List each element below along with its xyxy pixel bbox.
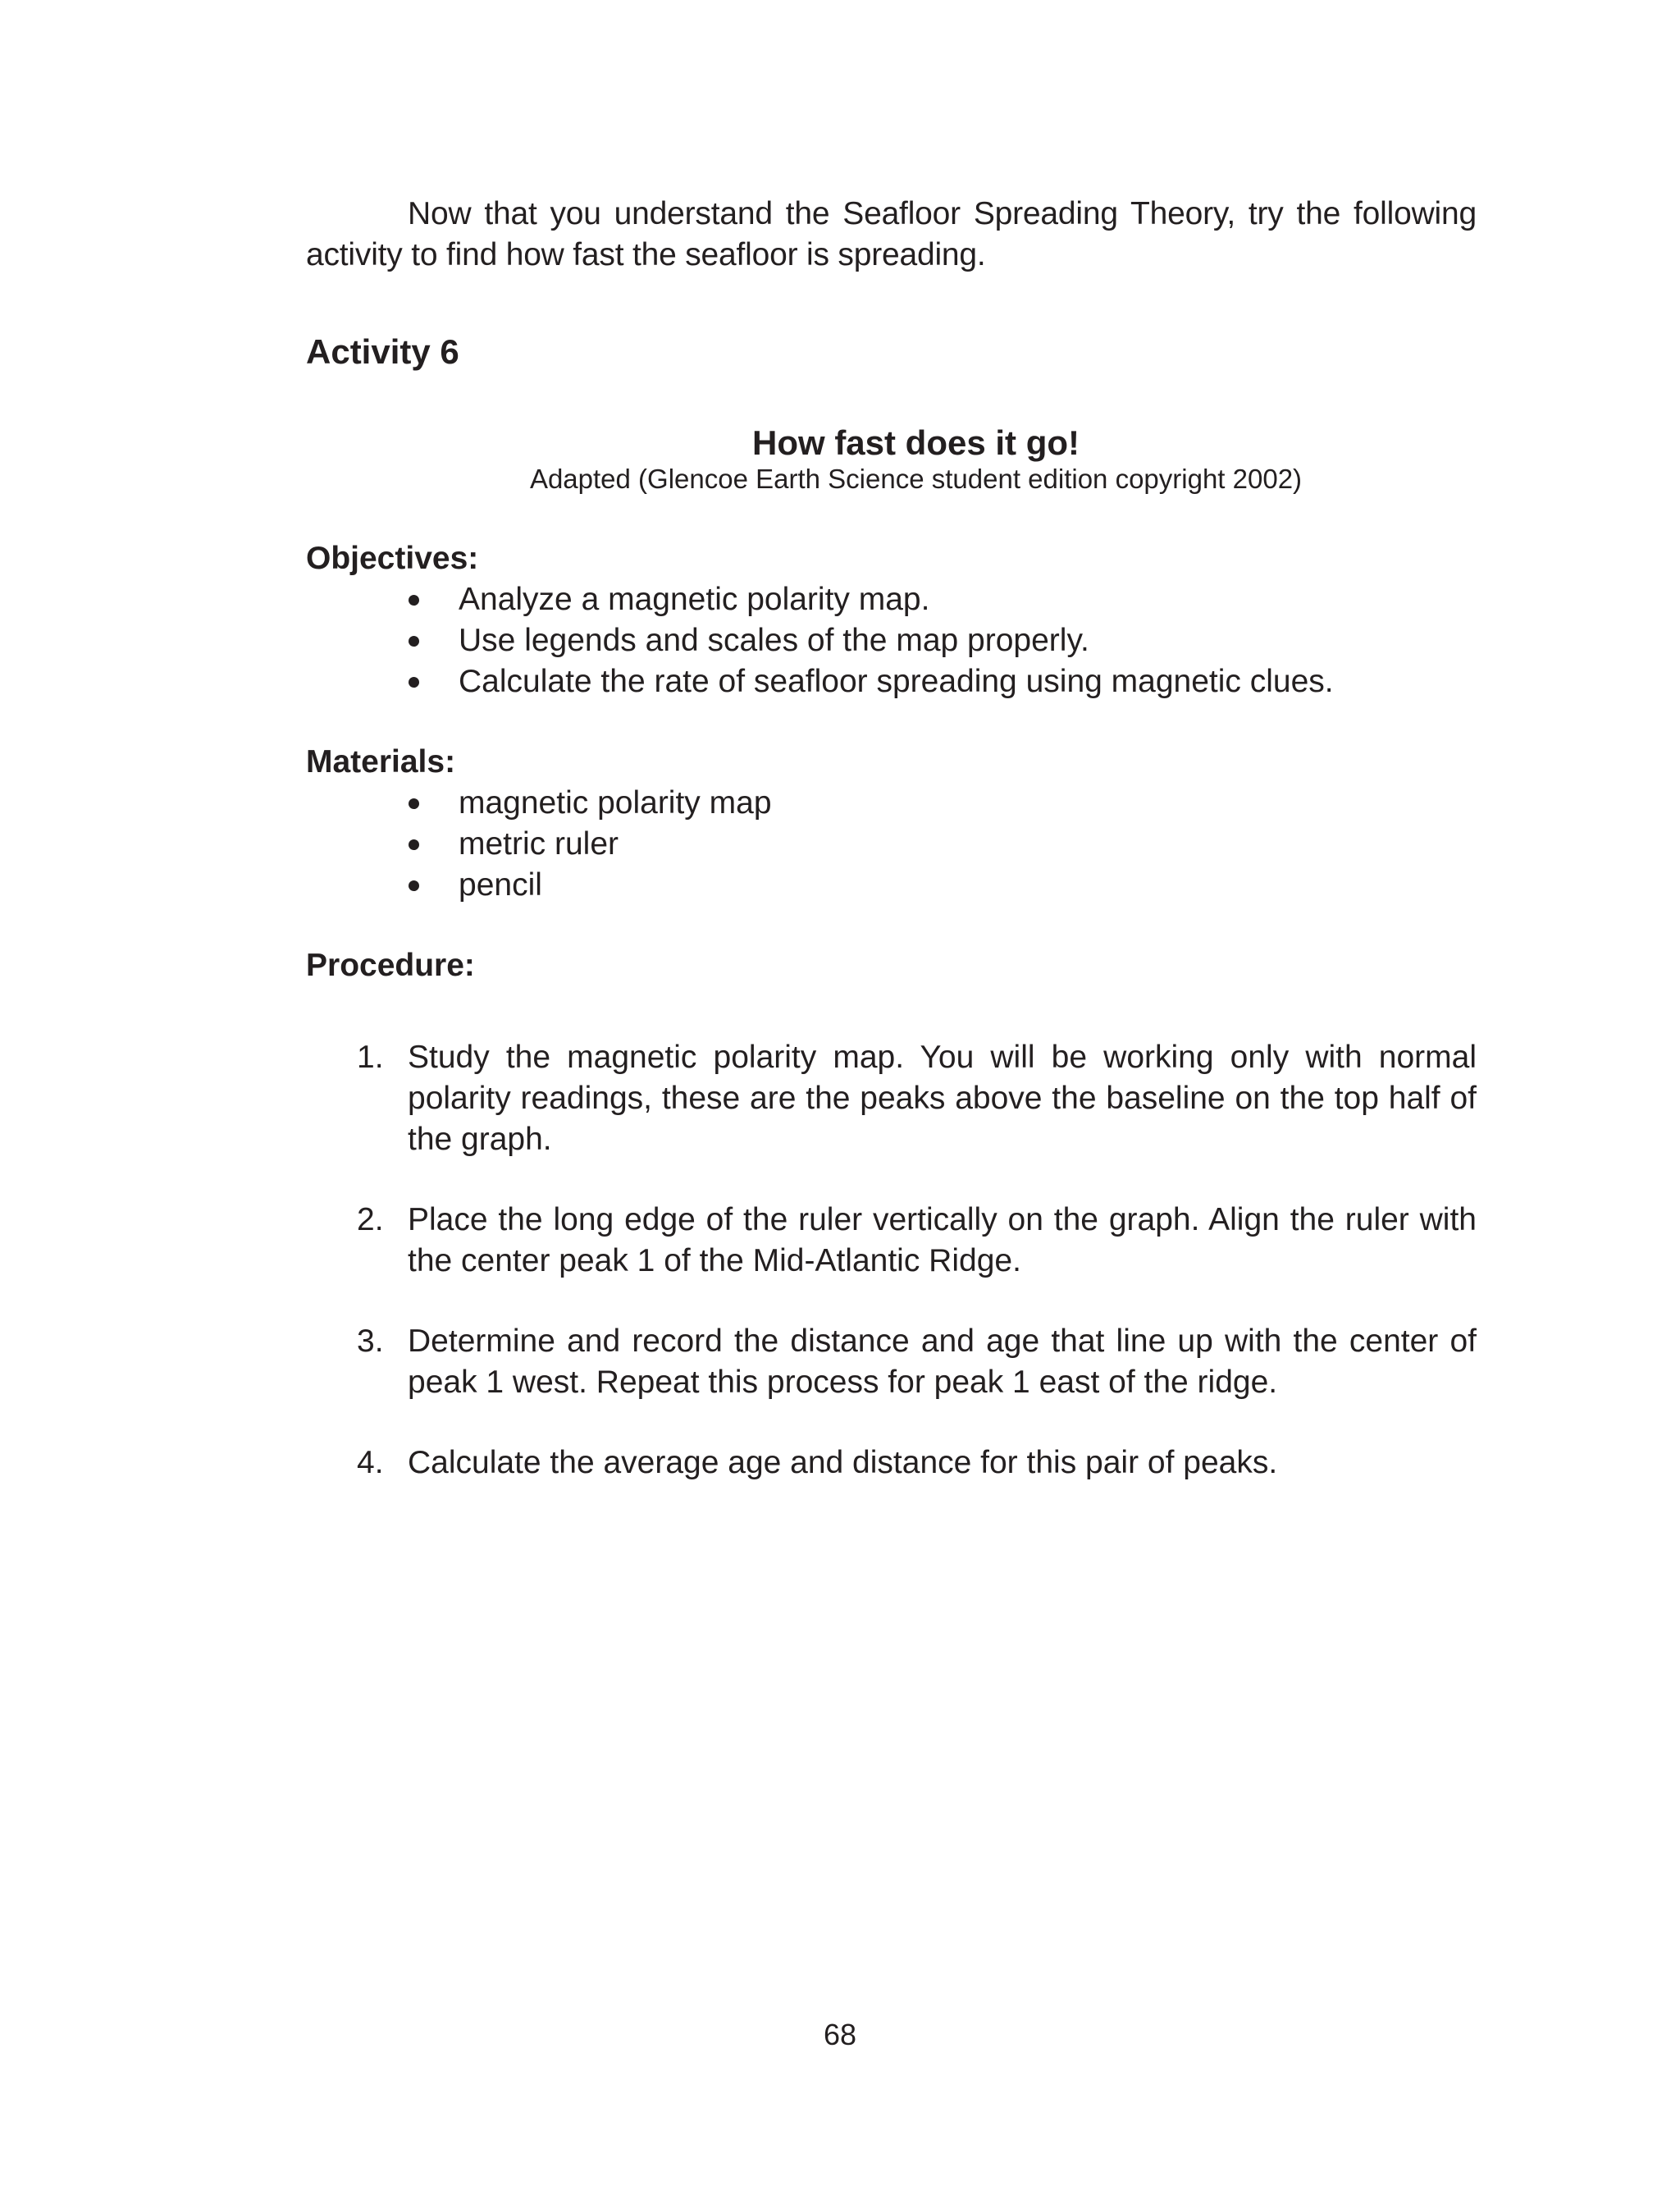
material-text: magnetic polarity map [459, 785, 772, 821]
bullet-icon [409, 636, 419, 647]
step-number: 1. [357, 1040, 384, 1075]
procedure-section [306, 945, 1477, 1484]
bullet-icon [409, 677, 419, 688]
step-text: Place the long edge of the ruler vertically on the graph. Align the ruler with the center peak 1 of the Mid-Atlantic Ridge. [408, 1202, 1477, 1278]
intro-paragraph: Now that you understand the Seafloor Spreading Theory, try the following activity to find how fast the seafloor is spreading. [306, 196, 1477, 272]
material-text: pencil [459, 867, 542, 903]
step-text: Study the magnetic polarity map. You will be working only with normal polarity readings, these are the peaks above the baseline on the top half of the graph. [408, 1040, 1477, 1157]
bullet-icon [409, 880, 419, 891]
list-item [306, 661, 1477, 702]
activity-subtitle: Adapted (Glencoe Earth Science student edition copyright 2002) [529, 464, 1303, 494]
procedure-step [306, 1037, 1477, 1160]
step-text: Determine and record the distance and age that line up with the center of peak 1 west. Repeat this process for peak 1 east of the ridge. [408, 1324, 1477, 1400]
step-text: Calculate the average age and distance for this pair of peaks. [408, 1445, 1278, 1480]
procedure-heading: Procedure: [306, 948, 475, 983]
materials-heading: Materials: [306, 744, 456, 780]
objectives-list [306, 579, 1477, 702]
list-item [306, 783, 1477, 824]
bullet-icon [409, 595, 419, 606]
step-number: 4. [357, 1445, 384, 1480]
list-item [306, 865, 1477, 906]
activity-heading: Activity 6 [306, 332, 459, 371]
step-number: 2. [357, 1202, 384, 1237]
material-text: metric ruler [459, 826, 619, 862]
activity-title: How fast does it go! [752, 423, 1080, 462]
objective-text: Calculate the rate of seafloor spreading using magnetic clues. [459, 664, 1334, 699]
title-block [306, 423, 1477, 496]
materials-list [306, 783, 1477, 906]
step-number: 3. [357, 1324, 384, 1359]
bullet-icon [409, 798, 419, 809]
procedure-step [306, 1200, 1477, 1282]
objective-text: Use legends and scales of the map properly. [459, 623, 1089, 658]
procedure-step [306, 1442, 1477, 1484]
list-item [306, 620, 1477, 661]
objectives-heading: Objectives: [306, 541, 479, 576]
procedure-step [306, 1321, 1477, 1403]
objective-text: Analyze a magnetic polarity map. [459, 582, 930, 617]
page-content [306, 194, 1477, 1523]
objectives-section [306, 538, 1477, 702]
list-item [306, 824, 1477, 865]
list-item [306, 579, 1477, 620]
procedure-steps [306, 1037, 1477, 1484]
page-number: 68 [823, 2018, 857, 2051]
materials-section [306, 742, 1477, 906]
bullet-icon [409, 839, 419, 850]
